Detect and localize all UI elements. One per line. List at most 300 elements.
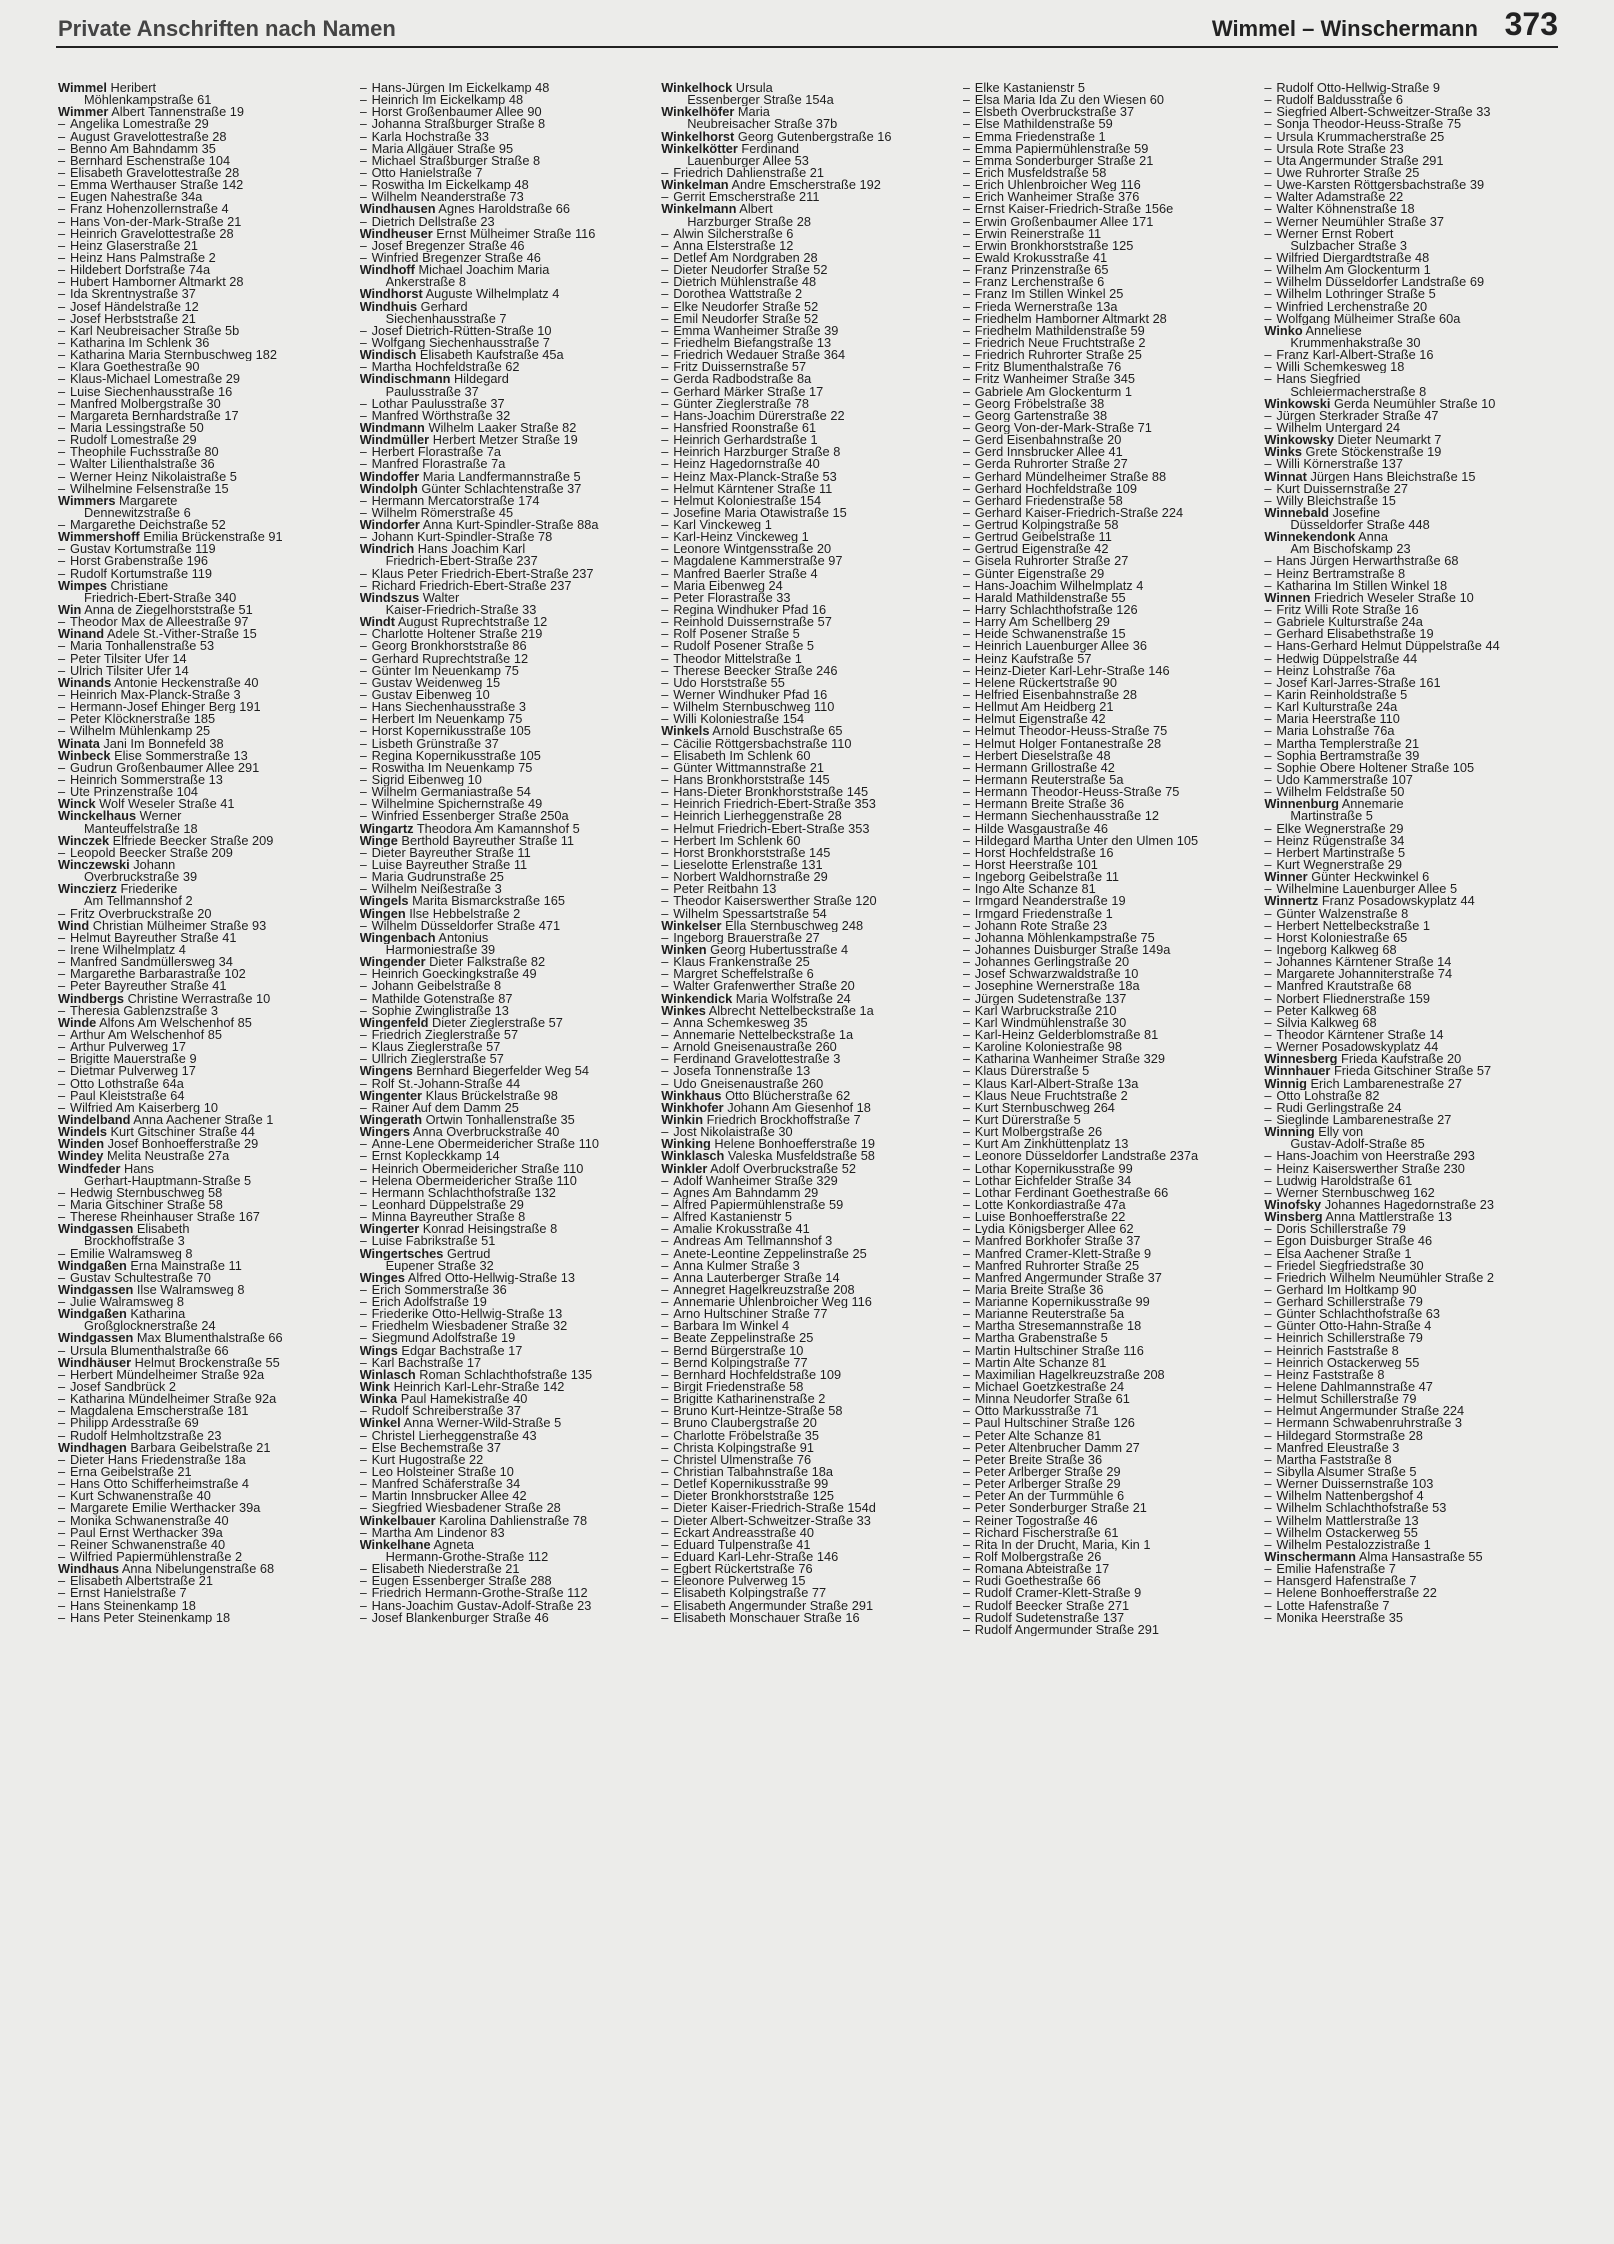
surname: Winofsky: [1264, 1198, 1322, 1212]
directory-entry: – Jost Nikolaistraße 30: [661, 1126, 793, 1139]
directory-entry: – Helmut Holger Fontanestraße 28: [962, 737, 1162, 750]
directory-entry: Am Tellmannshof 2: [84, 895, 193, 908]
directory-entry: Windrich Hans Joachim Karl: [359, 543, 526, 556]
surname: Windgassen: [58, 1223, 134, 1236]
directory-entry: – Alwin Silcherstraße 6: [661, 227, 794, 240]
directory-entry: – Philipp Ardesstraße 69: [58, 1417, 199, 1430]
directory-entry: – Georg Bronkhorststraße 86: [359, 640, 527, 653]
directory-entry: – Hans-Dieter Bronkhorststraße 145: [661, 786, 869, 799]
directory-entry: – Ingo Alte Schanze 81: [962, 883, 1096, 896]
directory-entry: – Horst Hochfeldstraße 16: [962, 846, 1114, 859]
directory-entry: – Harald Mathildenstraße 55: [962, 591, 1126, 605]
directory-entry: – Martha Grabenstraße 5: [962, 1332, 1108, 1345]
directory-entry: Winklasch Valeska Musfeldstraße 58: [661, 1150, 875, 1163]
directory-entry: – Annegret Hagelkreuzstraße 208: [661, 1283, 855, 1297]
directory-entry: – Adolf Wanheimer Straße 329: [661, 1174, 838, 1187]
directory-entry: – Wilfried Diergardtstraße 48: [1264, 251, 1430, 265]
directory-entry: – Uwe-Karsten Röttgersbachstraße 39: [1264, 179, 1485, 192]
directory-entry: – Sieglinde Lambarenestraße 27: [1264, 1113, 1452, 1127]
directory-entry: – Udo Kammerstraße 107: [1264, 774, 1413, 787]
directory-entry: – Hermann Schwabenruhrstraße 3: [1264, 1417, 1463, 1430]
surname: Windgassen: [58, 1332, 134, 1345]
directory-entry: – Sophie Obere Holtener Straße 105: [1264, 761, 1475, 775]
directory-entry: – Gerd Eisenbahnstraße 20: [962, 434, 1122, 447]
directory-entry: – Gerhard Elisabethstraße 19: [1264, 628, 1434, 641]
directory-entry: Winkler Adolf Overbruckstraße 52: [661, 1162, 856, 1175]
directory-entry: – Regina Kopernikusstraße 105: [359, 749, 541, 762]
directory-entry: – Lotte Hafenstraße 7: [1264, 1599, 1390, 1612]
directory-entry: – Gustav Kortumstraße 119: [58, 543, 216, 556]
directory-entry: – Beate Zeppelinstraße 25: [661, 1332, 814, 1345]
directory-entry: – Erich Adolfstraße 19: [359, 1296, 487, 1309]
directory-entry: – Manfred Baerler Straße 4: [661, 567, 818, 580]
directory-entry: – Heinrich Im Eickelkamp 48: [359, 94, 524, 107]
surname: Winkowsky: [1264, 434, 1334, 447]
directory-entry: – Elisabeth Angermunder Straße 291: [661, 1599, 874, 1612]
directory-entry: – Heinz Kaufstraße 57: [962, 652, 1092, 665]
directory-entry: – Günter Wittmannstraße 21: [661, 761, 824, 775]
directory-entry: – Peter Florastraße 33: [661, 591, 791, 605]
directory-entry: – Roswitha Im Eickelkamp 48: [359, 179, 529, 192]
directory-entry: – Detlef Am Nordgraben 28: [661, 251, 818, 265]
directory-entry: – Dietmar Pulverweg 17: [58, 1065, 196, 1078]
directory-entry: – Leonore Düsseldorfer Landstraße 237a: [962, 1150, 1199, 1163]
directory-entry: Windgaßen Erna Mainstraße 11: [58, 1259, 242, 1272]
directory-entry: – Hedwig Düppelstraße 44: [1264, 652, 1418, 665]
directory-entry: – Rainer Auf dem Damm 25: [359, 1101, 519, 1114]
directory-entry: – Elsbeth Overbruckstraße 37: [962, 106, 1135, 119]
directory-entry: – Manfred Sandmüllersweg 34: [58, 956, 233, 969]
directory-entry: – Dieter Hans Friedenstraße 18a: [58, 1453, 246, 1467]
directory-entry: – Arno Hultschiner Straße 77: [661, 1308, 828, 1321]
directory-entry: – Heinz Hagedornstraße 40: [661, 458, 820, 471]
directory-entry: – Heinrich Gravelottestraße 28: [58, 227, 234, 240]
directory-entry: – Monika Schwanenstraße 40: [58, 1514, 229, 1527]
directory-entry: – Lieselotte Erlenstraße 131: [661, 859, 823, 872]
surname: Windfeder: [58, 1162, 121, 1175]
directory-entry: – Wilhelm Sternbuschweg 110: [661, 701, 835, 714]
directory-entry: – Heinz Rügenstraße 34: [1264, 834, 1405, 847]
directory-entry: – Wilhelm Am Glockenturm 1: [1264, 264, 1431, 277]
surname: Winken: [661, 943, 707, 957]
directory-entry: – Horst Bronkhorststraße 145: [661, 846, 831, 859]
directory-entry: Winnekendonk Anna: [1264, 531, 1389, 544]
surname: Winczewski: [58, 859, 130, 872]
directory-entry: – Lothar Paulusstraße 37: [359, 397, 505, 410]
directory-entry: – Josef Herbststraße 21: [58, 312, 196, 325]
directory-entry: – Sonja Theodor-Heuss-Straße 75: [1264, 118, 1462, 131]
directory-entry: – Alfred Papiermühlenstraße 59: [661, 1198, 844, 1212]
directory-entry: – Gerhard Im Holtkamp 90: [1264, 1283, 1417, 1297]
directory-entry: Winkel Anna Werner-Wild-Straße 5: [359, 1417, 562, 1430]
directory-entry: Winczek Elfriede Beecker Straße 209: [58, 834, 274, 847]
directory-entry: – Horst Grabenstraße 196: [58, 555, 208, 568]
directory-entry: – Uta Angermunder Straße 291: [1264, 154, 1444, 167]
directory-entry: – Maria Heerstraße 110: [1264, 713, 1400, 726]
directory-entry: – Elisabeth Im Schlenk 60: [661, 749, 811, 762]
directory-entry: Lauenburger Allee 53: [687, 154, 809, 167]
directory-entry: – Heinrich Lauenburger Allee 36: [962, 640, 1147, 653]
directory-entry: Brockhoffstraße 3: [84, 1235, 185, 1248]
directory-entry: – Udo Horststraße 55: [661, 676, 785, 690]
directory-entry: – Hans-Joachim Dürerstraße 22: [661, 409, 845, 422]
directory-entry: – Heinrich Max-Planck-Straße 3: [58, 689, 241, 702]
directory-entry: Wingers Anna Overbruckstraße 40: [359, 1126, 560, 1139]
directory-entry: – Elisabeth Gravelottestraße 28: [58, 166, 240, 180]
directory-entry: – Emma Sonderburger Straße 21: [962, 154, 1154, 167]
directory-entry: – Eduard Tulpenstraße 41: [661, 1538, 811, 1552]
directory-entry: – Minna Bayreuther Straße 8: [359, 1211, 526, 1224]
directory-entry: Winks Grete Stöckenstraße 19: [1264, 446, 1442, 459]
directory-entry: – Anne-Lene Obermeidericher Straße 110: [359, 1138, 599, 1151]
directory-entry: – Katharina Im Schlenk 36: [58, 336, 210, 350]
directory-entry: Windgassen Max Blumenthalstraße 66: [58, 1332, 283, 1345]
directory-entry: Winand Adele St.-Vither-Straße 15: [58, 628, 257, 641]
surname: Windgassen: [58, 1283, 134, 1297]
surname: Wimmers: [58, 494, 116, 507]
directory-entry: – Kurt Schwanenstraße 40: [58, 1490, 211, 1503]
directory-entry: – Karl Windmühlenstraße 30: [962, 1016, 1127, 1029]
directory-entry: Hermann-Grothe-Straße 112: [385, 1551, 549, 1564]
directory-entry: – Otto Lothstraße 64a: [58, 1077, 184, 1090]
directory-entry: – Josef Sandbrück 2: [58, 1381, 176, 1394]
column-1: [58, 82, 352, 2222]
directory-entry: – Josef Händelstraße 12: [58, 300, 199, 313]
directory-entry: – Peter Altenbrucher Damm 27: [962, 1441, 1140, 1454]
directory-entry: – Hermann-Josef Ehinger Berg 191: [58, 701, 261, 714]
directory-entry: – Wilhelmine Lauenburger Allee 5: [1264, 883, 1458, 896]
directory-entry: – Werner Windhuker Pfad 16: [661, 689, 828, 702]
surname: Win: [58, 604, 82, 617]
directory-entry: Overbruckstraße 39: [84, 871, 198, 884]
directory-entry: – Johanna Straßburger Straße 8: [359, 118, 546, 131]
surname: Winand: [58, 628, 105, 641]
directory-entry: – Ute Prinzenstraße 104: [58, 786, 199, 799]
directory-entry: Winnertz Franz Posadowskyplatz 44: [1264, 895, 1475, 908]
directory-entry: – Fritz Overbruckstraße 20: [58, 907, 212, 920]
directory-entry: – Peter Bayreuther Straße 41: [58, 980, 227, 993]
directory-entry: – Johann Kurt-Spindler-Straße 78: [359, 531, 553, 544]
surname: Windhoff: [359, 264, 415, 277]
directory-entry: – Rolf Posener Straße 5: [661, 628, 800, 641]
surname: Windhausen: [359, 203, 436, 216]
directory-entry: – Maria Lohstraße 76a: [1264, 725, 1395, 738]
directory-entry: – Rudolf Schreiberstraße 37: [359, 1405, 521, 1418]
directory-entry: – Leonhard Düppelstraße 29: [359, 1198, 524, 1212]
directory-entry: – Margarete Johanniterstraße 74: [1264, 968, 1453, 981]
directory-entry: – Hans Peter Steinenkamp 18: [58, 1611, 231, 1624]
surname: Winschermann: [1264, 1551, 1356, 1564]
directory-entry: – Herbert Martinstraße 5: [1264, 846, 1406, 859]
surname: Windhäuser: [58, 1356, 132, 1369]
directory-entry: – Wilhelm Lothringer Straße 5: [1264, 288, 1436, 301]
directory-entry: Wingender Dieter Falkstraße 82: [359, 956, 546, 969]
directory-entry: Windhoff Michael Joachim Maria: [359, 264, 550, 277]
surname: Wingenter: [359, 1089, 423, 1102]
directory-entry: Winkin Friedrich Brockhoffstraße 7: [661, 1113, 861, 1127]
directory-entry: – Maria Allgäuer Straße 95: [359, 142, 514, 155]
directory-entry: Windhaus Anna Nibelungenstraße 68: [58, 1563, 275, 1576]
directory-entry: – Elsa Aachener Straße 1: [1264, 1247, 1412, 1260]
column-5: [1264, 82, 1558, 2222]
directory-columns: [58, 82, 1558, 2222]
directory-entry: – Hildegard Martha Unter den Ulmen 105: [962, 834, 1199, 847]
directory-entry: – Heinrich Sommerstraße 13: [58, 774, 223, 787]
directory-entry: – Hans Siegfried: [1264, 373, 1361, 386]
directory-entry: Wingartz Theodora Am Kamannshof 5: [359, 822, 580, 835]
directory-entry: – Jürgen Sterkrader Straße 47: [1264, 409, 1439, 422]
directory-entry: Winkelhöfer Maria: [661, 106, 770, 119]
directory-entry: Wingenbach Antonius: [359, 931, 489, 944]
directory-entry: – Emma Papiermühlenstraße 59: [962, 142, 1149, 155]
directory-entry: – Josef Karl-Jarres-Straße 161: [1264, 676, 1441, 690]
surname: Winde: [58, 1016, 97, 1029]
directory-entry: Windorfer Anna Kurt-Spindler-Straße 88a: [359, 519, 599, 532]
directory-entry: – Charlotte Fröbelstraße 35: [661, 1429, 819, 1442]
directory-entry: – Walter Köhnenstraße 18: [1264, 203, 1415, 216]
directory-entry: – Ernst Kaiser-Friedrich-Straße 156e: [962, 203, 1174, 216]
directory-entry: Windelband Anna Aachener Straße 1: [58, 1113, 274, 1127]
directory-entry: – Paul Hultschiner Straße 126: [962, 1417, 1135, 1430]
directory-entry: – Marianne Kopernikusstraße 99: [962, 1296, 1150, 1309]
directory-entry: – Paul Ernst Werthacker 39a: [58, 1526, 223, 1539]
directory-entry: – Manfred Ruhrorter Straße 25: [962, 1259, 1140, 1272]
surname: Windhorst: [359, 288, 423, 301]
directory-entry: – Hans-Joachim Wilhelmplatz 4: [962, 579, 1144, 592]
surname: Windey: [58, 1150, 104, 1163]
directory-entry: Windels Kurt Gitschiner Straße 44: [58, 1126, 255, 1139]
surname: Wimmershoff: [58, 531, 140, 544]
directory-entry: Winschermann Alma Hansastraße 55: [1264, 1551, 1483, 1564]
directory-entry: – Wilhelm Düsseldorfer Landstraße 69: [1264, 276, 1485, 289]
column-2: [360, 82, 654, 2222]
directory-entry: – Gerda Ruhrorter Straße 27: [962, 458, 1128, 471]
directory-entry: – Erwin Bronkhorststraße 125: [962, 239, 1134, 252]
directory-entry: Siechenhausstraße 7: [385, 312, 507, 325]
directory-entry: – Erich Musfeldstraße 58: [962, 166, 1107, 180]
directory-entry: – Emma Werthauser Straße 142: [58, 179, 244, 192]
directory-entry: – Gustav Eibenweg 10: [359, 689, 490, 702]
directory-entry: Friedrich-Ebert-Straße 340: [84, 591, 237, 605]
directory-entry: – Gerda Radbodstraße 8a: [661, 373, 812, 386]
page-number: 373: [1504, 6, 1558, 42]
directory-entry: – Herbert Nettelbeckstraße 1: [1264, 919, 1431, 932]
directory-entry: – Maria Eibenweg 24: [661, 579, 783, 592]
directory-entry: – Annemarie Nettelbeckstraße 1a: [661, 1028, 854, 1042]
directory-entry: – Helmut Friedrich-Ebert-Straße 353: [661, 822, 870, 835]
directory-entry: Windischmann Hildegard: [359, 373, 509, 386]
directory-entry: – Günter Eigenstraße 29: [962, 567, 1105, 580]
surname: Winkler: [661, 1162, 708, 1175]
surname: Windheuser: [359, 227, 433, 240]
directory-entry: – Hans-Jürgen Im Eickelkamp 48: [359, 82, 550, 95]
directory-entry: – Christian Talbahnstraße 18a: [661, 1466, 834, 1479]
directory-entry: – Hildebert Dorfstraße 74a: [58, 264, 211, 277]
directory-entry: Wingerath Ortwin Tonhallenstraße 35: [359, 1113, 575, 1127]
directory-entry: – Ferdinand Gravelottestraße 3: [661, 1053, 841, 1066]
directory-entry: – Kurt Molbergstraße 26: [962, 1126, 1103, 1139]
surname: Winands: [58, 676, 112, 690]
directory-entry: – Hans-Joachim Gustav-Adolf-Straße 23: [359, 1599, 592, 1612]
directory-entry: – Erich Sommerstraße 36: [359, 1283, 507, 1297]
surname: Winata: [58, 737, 100, 750]
directory-entry: Wingen Ilse Hebbelstraße 2: [359, 907, 521, 920]
surname: Wingers: [359, 1126, 410, 1139]
surname: Winkes: [661, 1004, 706, 1017]
directory-entry: Winkes Albrecht Nettelbeckstraße 1a: [661, 1004, 874, 1017]
directory-entry: Harzburger Straße 28: [687, 215, 811, 228]
surname: Winkelman: [661, 179, 729, 192]
directory-entry: – Romana Abteistraße 17: [962, 1563, 1110, 1576]
directory-entry: Winkelbauer Karolina Dahlienstraße 78: [359, 1514, 588, 1527]
surname: Wingen: [359, 907, 406, 920]
directory-entry: – Christa Kolpingstraße 91: [661, 1441, 815, 1454]
directory-entry: – Siegfried Wiesbadener Straße 28: [359, 1502, 561, 1515]
surname: Windbergs: [58, 992, 125, 1005]
directory-entry: – Josefa Tonnenstraße 13: [661, 1065, 811, 1078]
directory-entry: – Wilhelmine Spichernstraße 49: [359, 798, 543, 811]
directory-entry: Wimmer Albert Tannenstraße 19: [58, 106, 245, 119]
directory-entry: – Heinz Bertramstraße 8: [1264, 567, 1406, 580]
directory-entry: – Emma Friedenstraße 1: [962, 130, 1106, 143]
directory-entry: Windhuis Gerhard: [359, 300, 468, 313]
directory-entry: Ankerstraße 8: [385, 276, 466, 289]
directory-entry: – Peter Arlberger Straße 29: [962, 1466, 1121, 1479]
directory-entry: – Wolfgang Mülheimer Straße 60a: [1264, 312, 1461, 325]
directory-entry: – Gerd Innsbrucker Allee 41: [962, 446, 1123, 459]
directory-entry: – Benno Am Bahndamm 35: [58, 142, 216, 155]
surname: Windolph: [359, 482, 418, 495]
directory-entry: – Eleonore Pulverweg 15: [661, 1575, 806, 1588]
directory-entry: – Katharina Mündelheimer Straße 92a: [58, 1393, 277, 1406]
directory-entry: – Walter Grafenwerther Straße 20: [661, 980, 855, 993]
surname: Wind: [58, 919, 90, 932]
directory-entry: – Erwin Reinerstraße 11: [962, 227, 1102, 240]
directory-entry: – Martha Stresemannstraße 18: [962, 1320, 1142, 1333]
directory-entry: – Friedrich Hermann-Grothe-Straße 112: [359, 1587, 588, 1600]
directory-entry: Windolph Günter Schlachtenstraße 37: [359, 482, 582, 495]
surname: Winkelhane: [359, 1538, 431, 1552]
directory-entry: – Herbert Florastraße 7a: [359, 446, 502, 459]
directory-entry: – Friedrich Dahlienstraße 21: [661, 166, 824, 180]
directory-entry: – Elisabeth Niederstraße 21: [359, 1563, 520, 1576]
directory-entry: – Hermann Grillostraße 42: [962, 761, 1115, 775]
surname: Winnekendonk: [1264, 531, 1356, 544]
directory-entry: – Georg Gartenstraße 38: [962, 409, 1108, 422]
directory-entry: Windmann Wilhelm Laaker Straße 82: [359, 421, 577, 435]
surname: Winge: [359, 834, 398, 847]
surname: Wingerter: [359, 1223, 420, 1236]
surname: Windgaßen: [58, 1308, 127, 1321]
surname: Winka: [359, 1393, 398, 1406]
directory-entry: – Wilhelm Untergard 24: [1264, 421, 1401, 435]
surname: Winkowski: [1264, 397, 1331, 410]
directory-entry: – Helmut Kärntener Straße 11: [661, 482, 833, 495]
directory-entry: – Willi Schemkesweg 18: [1264, 361, 1405, 374]
directory-entry: – Heinz Hans Palmstraße 2: [58, 251, 216, 265]
directory-entry: Windhäuser Helmut Brockenstraße 55: [58, 1356, 280, 1369]
directory-entry: – Maria Breite Straße 36: [962, 1283, 1104, 1297]
directory-entry: – Harry Schlachthofstraße 126: [962, 604, 1138, 617]
directory-entry: – Gisela Ruhrorter Straße 27: [962, 555, 1129, 568]
directory-entry: – Harry Am Schellberg 29: [962, 616, 1110, 629]
directory-entry: – Barbara Im Winkel 4: [661, 1320, 790, 1333]
directory-entry: – Dieter Neudorfer Straße 52: [661, 264, 828, 277]
directory-entry: – Werner Sternbuschweg 162: [1264, 1186, 1435, 1199]
directory-entry: – Horst Koloniestraße 65: [1264, 931, 1408, 944]
directory-entry: – Karl Bachstraße 17: [359, 1356, 482, 1369]
directory-entry: – Kurt Dürerstraße 5: [962, 1113, 1081, 1127]
surname: Winnen: [1264, 591, 1311, 605]
surname: Winkhofer: [661, 1101, 724, 1114]
directory-entry: Düsseldorfer Straße 448: [1290, 519, 1430, 532]
surname: Windisch: [359, 349, 417, 362]
directory-entry: – Heinz-Dieter Karl-Lehr-Straße 146: [962, 664, 1170, 677]
directory-entry: – Fritz Wanheimer Straße 345: [962, 373, 1136, 386]
directory-entry: – Wilhelm Mühlenkamp 25: [58, 725, 211, 738]
directory-entry: – Heinrich Gerhardstraße 1: [661, 434, 818, 447]
directory-entry: – Theresia Gablenzstraße 3: [58, 1004, 218, 1017]
directory-entry: – Heide Schwanenstraße 15: [962, 628, 1126, 641]
directory-entry: – Norbert Fliednerstraße 159: [1264, 992, 1431, 1005]
directory-entry: Winkelhock Ursula: [661, 82, 773, 95]
directory-entry: Winnesberg Frieda Kaufstraße 20: [1264, 1053, 1462, 1066]
surname: Winko: [1264, 324, 1303, 337]
directory-entry: – Bernd Kolpingstraße 77: [661, 1356, 808, 1369]
directory-entry: – Dietrich Dellstraße 23: [359, 215, 495, 228]
directory-entry: Wimmers Margarete: [58, 494, 178, 507]
directory-entry: – Herbert Mündelheimer Straße 92a: [58, 1368, 265, 1382]
directory-entry: – Reiner Schwanenstraße 40: [58, 1538, 226, 1552]
directory-entry: – Franz Hohenzollernstraße 4: [58, 203, 229, 216]
directory-entry: – Wolfgang Siechenhausstraße 7: [359, 336, 550, 350]
directory-entry: – Hans Von-der-Mark-Straße 21: [58, 215, 242, 228]
surname: Winckelhaus: [58, 810, 137, 823]
directory-entry: – Sigrid Eibenweg 10: [359, 774, 482, 787]
directory-entry: – Gertrud Eigenstraße 42: [962, 543, 1109, 556]
directory-entry: – Hermann Reuterstraße 5a: [962, 774, 1124, 787]
directory-entry: – Margarethe Deichstraße 52: [58, 519, 226, 532]
directory-entry: – Ingeborg Kalkweg 68: [1264, 943, 1397, 957]
directory-entry: Windisch Elisabeth Kaufstraße 45a: [359, 349, 564, 362]
directory-entry: Winczewski Johann: [58, 859, 176, 872]
directory-entry: Winken Georg Hubertusstraße 4: [661, 943, 849, 957]
surname: Windmann: [359, 421, 425, 435]
directory-entry: – Walter Adamstraße 22: [1264, 191, 1404, 204]
directory-entry: Windgaßen Katharina: [58, 1308, 186, 1321]
directory-entry: – Ernst Hanielstraße 7: [58, 1587, 187, 1600]
directory-entry: – Egon Duisburger Straße 46: [1264, 1235, 1433, 1248]
directory-entry: – Rudolf Sudetenstraße 137: [962, 1611, 1125, 1624]
directory-entry: – Magdalena Emscherstraße 181: [58, 1405, 249, 1418]
directory-entry: – Doris Schillerstraße 79: [1264, 1223, 1406, 1236]
directory-entry: – Helmut Theodor-Heuss-Straße 75: [962, 725, 1168, 738]
directory-entry: – Gerhard Ruprechtstraße 12: [359, 652, 529, 665]
directory-entry: – Christel Ulmenstraße 76: [661, 1453, 812, 1467]
directory-entry: – Peter Tilsiter Ufer 14: [58, 652, 187, 665]
directory-entry: – Gerhard Hochfeldstraße 109: [962, 482, 1137, 495]
directory-entry: – Peter Alte Schanze 81: [962, 1429, 1102, 1442]
directory-entry: – Karl Neubreisacher Straße 5b: [58, 324, 240, 337]
directory-entry: – Heinz Kaiserswerther Straße 230: [1264, 1162, 1465, 1175]
directory-entry: – Bernhard Hochfeldstraße 109: [661, 1368, 842, 1382]
directory-entry: – Dieter Bronkhorststraße 125: [661, 1490, 834, 1503]
directory-entry: – Otto Hanielstraße 7: [359, 166, 483, 180]
directory-entry: – Helena Obermeidericher Straße 110: [359, 1174, 577, 1187]
surname: Wimmer: [58, 106, 109, 119]
directory-entry: – Hans Siechenhausstraße 3: [359, 701, 526, 714]
directory-entry: – Franz Im Stillen Winkel 25: [962, 288, 1124, 301]
